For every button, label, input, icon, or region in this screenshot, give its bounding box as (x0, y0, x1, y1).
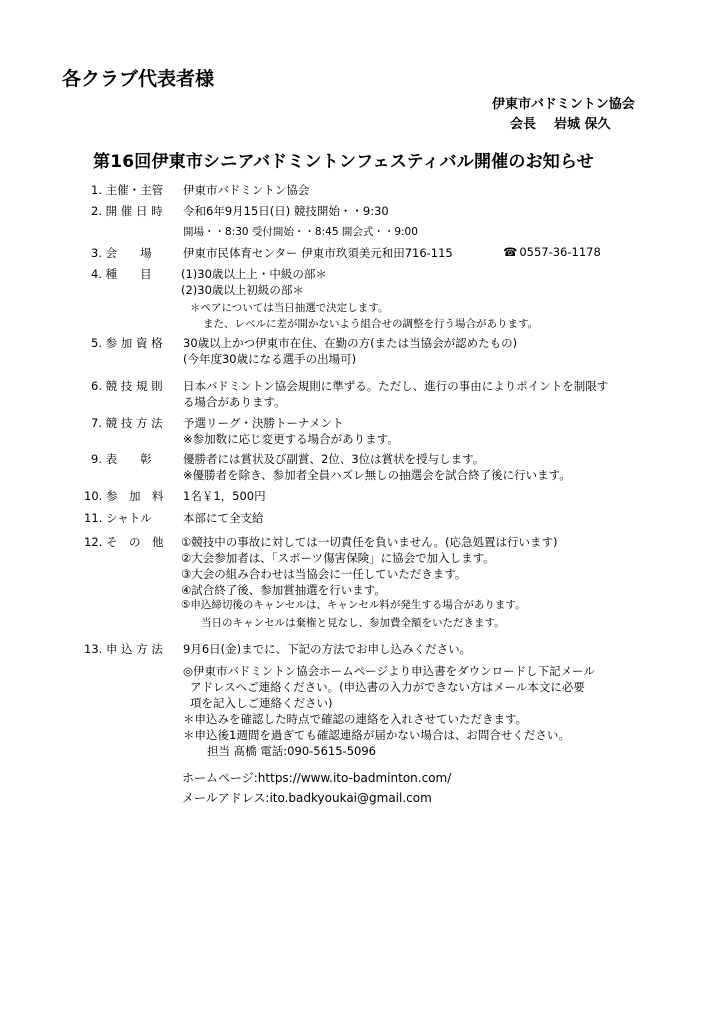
application-line-5: ＊申込みを確認した時点で確認の連絡を入れさせていただきます。 (183, 712, 528, 726)
eligibility-label: 5. 参 加 資 格 (91, 336, 163, 350)
organizer-value: 伊東市バドミントン協会 (183, 183, 310, 197)
telephone-icon: ☎ (503, 245, 518, 259)
category-note-2: また、レベルに差が開かないよう組合せの調整を行う場合があります。 (203, 318, 539, 330)
venue-value: 伊東市民体育センター 伊東市玖須美元和田716-115 (183, 246, 453, 260)
application-line-6: ＊申込後1週間を過ぎても確認連絡が届かない場合は、お問合せください。 (183, 728, 570, 742)
other-item-5: ⑤申込締切後のキャンセルは、キャンセル料が発生する場合があります。 (181, 599, 526, 611)
eligibility-line-1: 30歳以上かつ伊東市在住、在勤の方(または当協会が認めたもの) (183, 336, 518, 350)
homepage-link[interactable]: ホームページ:https://www.ito-badminton.com/ (182, 771, 452, 785)
application-line-3: アドレスへご連絡ください。(申込書の入力ができない方はメール本文に必要 (190, 680, 585, 694)
other-item-4: ④試合終了後、参加賞抽選を行います。 (181, 583, 386, 597)
category-item-2: (2)30歳以上初級の部＊ (181, 283, 304, 297)
shuttle-label: 11. シャトル (84, 511, 152, 525)
email-address[interactable]: メールアドレス:ito.badkyoukai@gmail.com (182, 791, 432, 805)
date-schedule: 開場・・8:30 受付開始・・8:45 開会式・・9:00 (183, 226, 418, 238)
rules-line-2: る場合があります。 (183, 395, 286, 409)
president-line (510, 113, 611, 132)
president-title: 会長 (510, 117, 537, 132)
date-label: 2. 開 催 日 時 (91, 204, 163, 218)
venue-label: 3. 会 場 (91, 246, 152, 260)
awards-line-2: ※優勝者を除き、参加者全員ハズレ無しの抽選会を試合終了後に行います。 (183, 468, 571, 482)
other-label: 12. そ の 他 (84, 535, 164, 549)
application-line-2: ◎伊東市バドミントン協会ホームページより申込書をダウンロードし下記メール (183, 664, 595, 678)
eligibility-line-2: (今年度30歳になる選手の出場可) (183, 352, 357, 366)
president-name: 岩城 保久 (554, 117, 611, 132)
category-note-1: ＊ペアについては当日抽選で決定します。 (190, 302, 389, 314)
application-deadline: 9月6日(金)までに、下記の方法でお申し込みください。 (183, 642, 472, 656)
document-title: 第16回伊東市シニアバドミントンフェスティバル開催のお知らせ (93, 152, 594, 172)
awards-label: 9. 表 彰 (91, 452, 152, 466)
method-label: 7. 競 技 方 法 (91, 416, 163, 430)
application-label: 13. 申 込 方 法 (84, 642, 163, 656)
venue-phone-number: 0557-36-1178 (519, 245, 601, 259)
awards-line-1: 優勝者には賞状及び副賞、2位、3位は賞状を授与します。 (183, 452, 485, 466)
other-item-2: ②大会参加者は、「スポーツ傷害保険」に協会で加入します。 (181, 551, 495, 565)
application-line-4: 項を記入しご連絡ください) (190, 696, 333, 710)
method-line-1: 予選リーグ・決勝トーナメント (183, 416, 344, 430)
venue-phone (503, 245, 601, 259)
rules-label: 6. 競 技 規 則 (91, 379, 163, 393)
fee-value: 1名￥1，500円 (183, 489, 266, 503)
category-label: 4. 種 目 (91, 267, 152, 281)
category-item-1: (1)30歳以上上・中級の部＊ (181, 267, 327, 281)
fee-label: 10. 参 加 料 (84, 489, 164, 503)
application-contact: 担当 髙橋 電話:090-5615-5096 (207, 744, 376, 758)
other-cancel-note: 当日のキャンセルは棄権と見なし、参加費全額をいただきます。 (201, 617, 505, 629)
date-value: 令和6年9月15日(日) 競技開始・・9:30 (183, 204, 389, 218)
organizer-label: 1. 主催・主管 (91, 183, 164, 197)
other-item-3: ③大会の組み合わせは当協会に一任していただきます。 (181, 567, 467, 581)
method-line-2: ※参加数に応じ変更する場合があります。 (183, 432, 399, 446)
rules-line-1: 日本バドミントン協会規則に準ずる。ただし、進行の事由によりポイントを制限す (183, 379, 609, 393)
organization-name: 伊東市バドミントン協会 (492, 97, 635, 112)
recipient-heading: 各クラブ代表者様 (62, 68, 215, 90)
shuttle-value: 本部にて全支給 (183, 511, 264, 525)
other-item-1: ①競技中の事故に対しては一切責任を負いません。(応急処置は行います) (181, 535, 558, 549)
